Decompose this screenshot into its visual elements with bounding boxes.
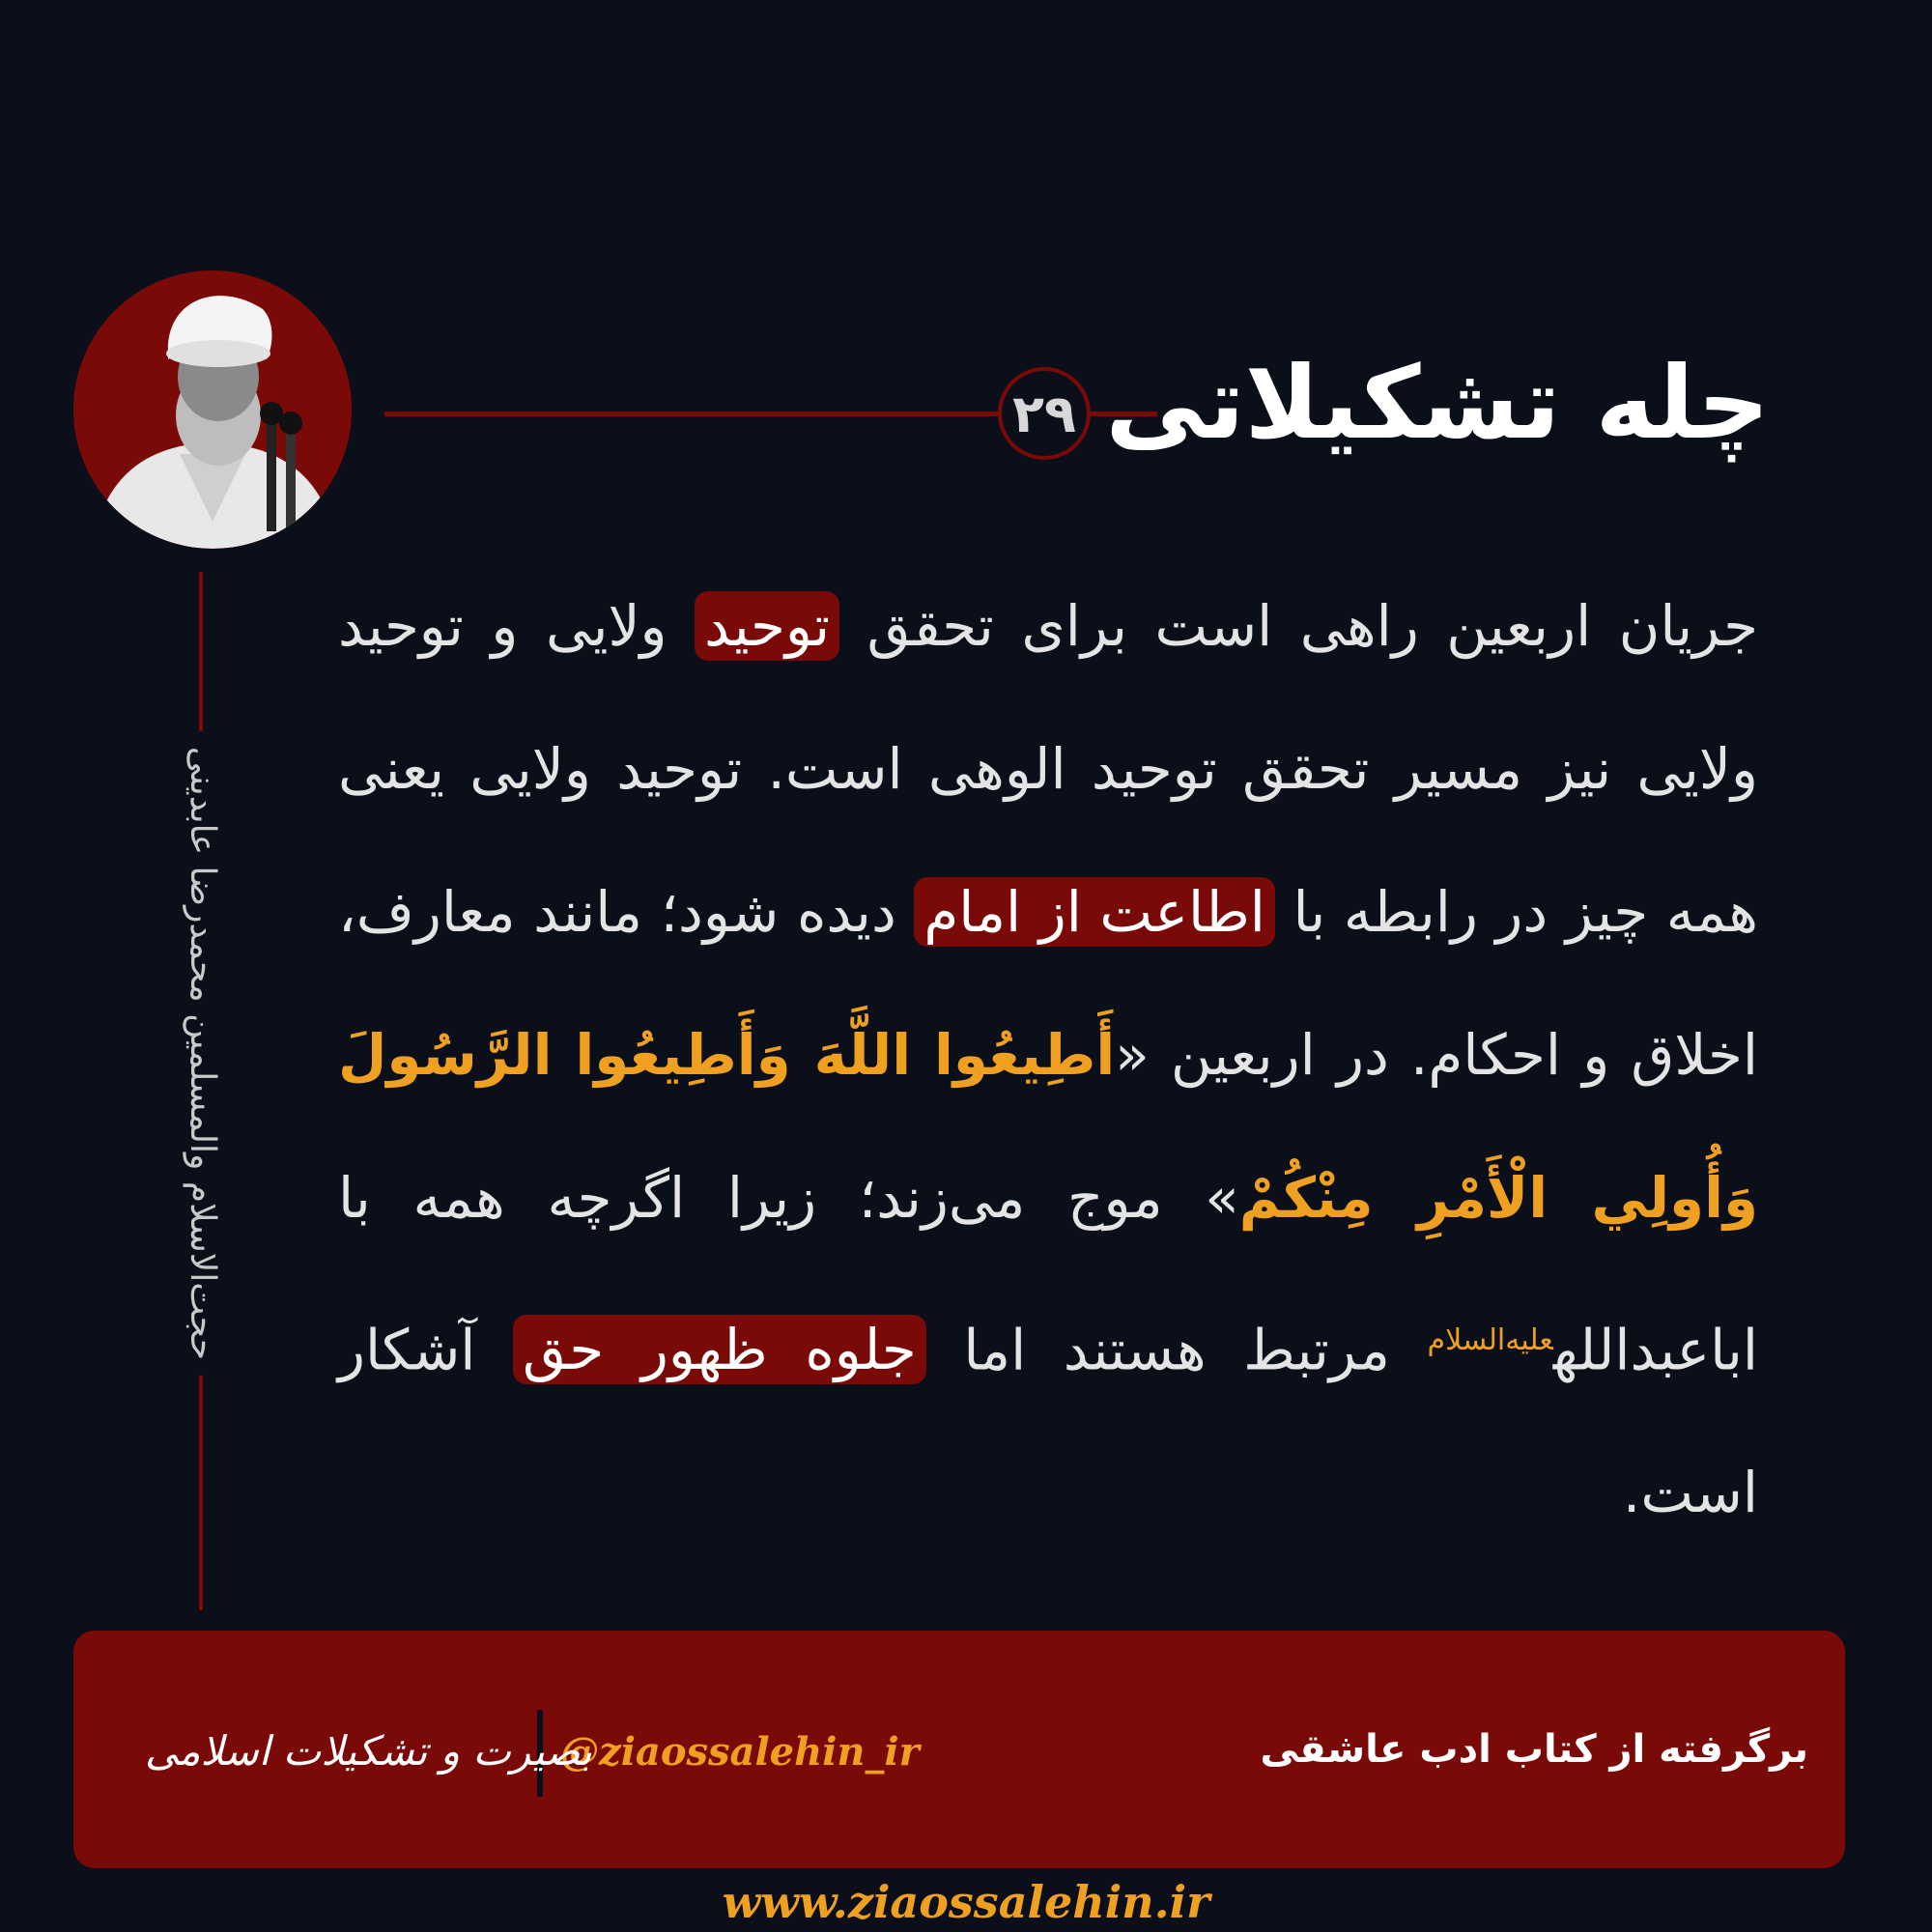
social-handle[interactable]: @ziaossalehin_ir: [560, 1729, 920, 1775]
author-avatar: [73, 270, 352, 549]
page-title: چله تشکیلاتی: [1105, 344, 1770, 462]
body-segment: ولایی و توحید ولایی نیز مسیر تحقق توحید الوهی است. توحید ولایی یعنی همه چیز در رابطه با: [338, 593, 1758, 945]
body-segment: جریان اربعین راهی است برای تحقق: [838, 593, 1758, 659]
body-segment: دیده شود؛ مانند معارف، اخلاق و احکام. در اربعین «: [338, 879, 1758, 1088]
quran-verse: أَطِيعُوا اللَّهَ وَأَطِيعُوا الرَّسُولَ وَأُولِي الْأَمْرِ مِنْكُمْ: [338, 1022, 1758, 1231]
body-segment: آشکار است.: [338, 1317, 1758, 1526]
honorific: علیه‌السلام: [1427, 1323, 1553, 1357]
highlight-manifestation: جلوه ظهور حق: [513, 1315, 926, 1384]
logo-text: بصیرت و تشکیلات اسلامی: [145, 1727, 592, 1775]
author-name: حجت‌الاسلام والمسلمین محمدرضا عابدینی: [184, 730, 223, 1375]
body-text: [338, 554, 1758, 1564]
body-segment: » موج می‌زند؛ زیرا اگرچه همه با اباعبدالله: [338, 1165, 1759, 1383]
website-url[interactable]: www.ziaossalehin.ir: [722, 1876, 1210, 1928]
author-name-block: [116, 570, 290, 1536]
highlight-obedience: اطاعت از امام: [914, 877, 1275, 947]
source-text: برگرفته از کتاب ادب عاشقی: [1260, 1727, 1808, 1772]
episode-number: ۲۹: [998, 367, 1091, 460]
body-segment: مرتبط هستند اما: [925, 1317, 1428, 1383]
highlight-tawhid: توحید: [695, 591, 839, 661]
